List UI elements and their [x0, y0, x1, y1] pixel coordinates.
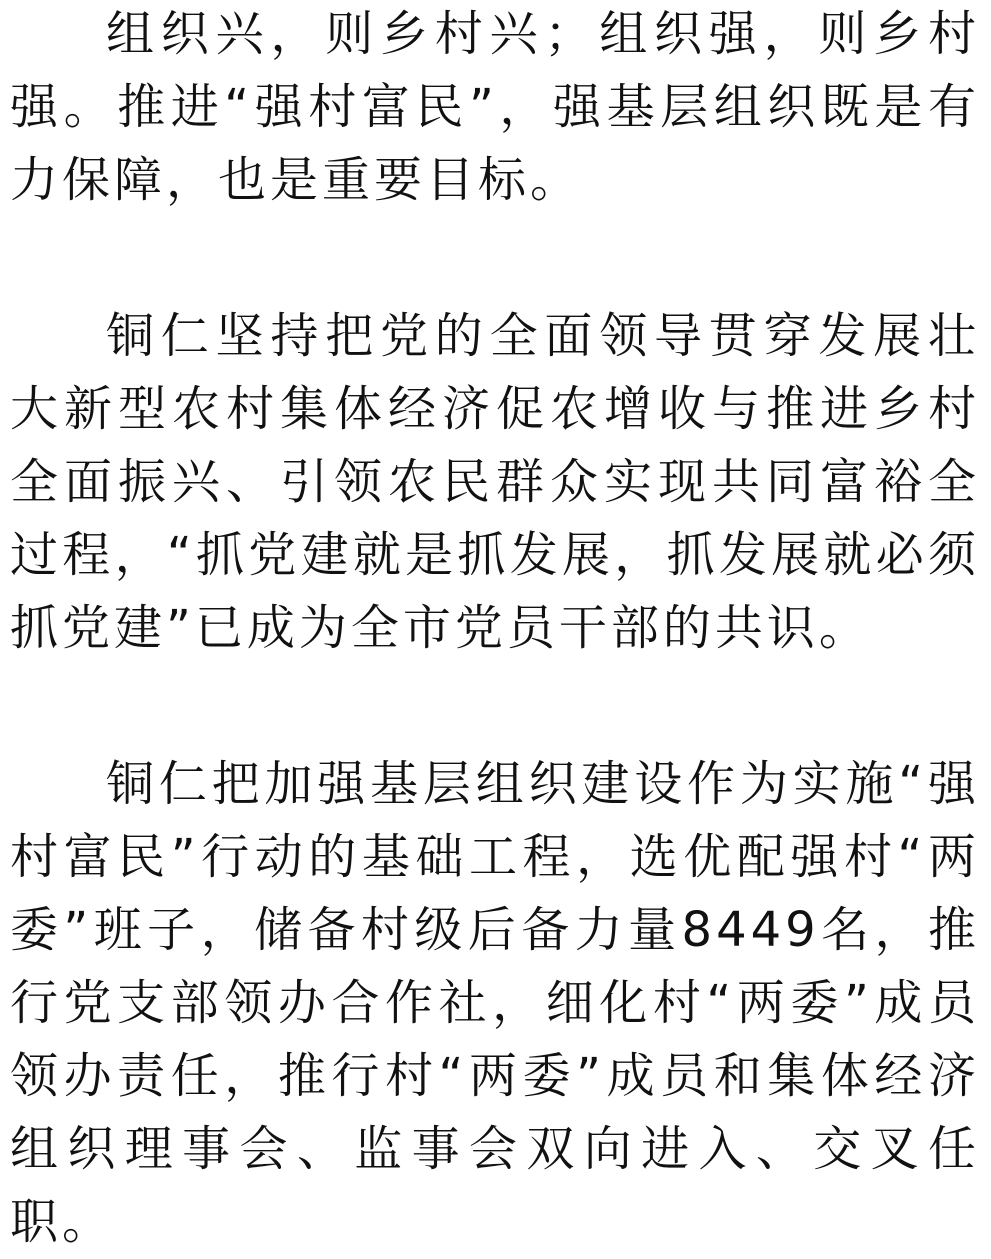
article-paragraph-3: 铜仁把加强基层组织建设作为实施“强村富民”行动的基础工程，选优配强村“两委”班子，储备村级后备力量8449名，推行党支部领办合作社，细化村“两委”成员领办责任，推行村“两委”成员和集体经济组织理事会、监事会双向进入、交叉任职。	[10, 756, 980, 1250]
article-paragraph-1: 组织兴，则乡村兴；组织强，则乡村强。推进“强村富民”，强基层组织既是有力保障，也是重要目标。	[10, 6, 980, 208]
article-paragraph-2: 铜仁坚持把党的全面领导贯穿发展壮大新型农村集体经济促农增收与推进乡村全面振兴、引领农民群众实现共同富裕全过程，“抓党建就是抓发展，抓发展就必须抓党建”已成为全市党员干部的共识。	[10, 308, 980, 656]
